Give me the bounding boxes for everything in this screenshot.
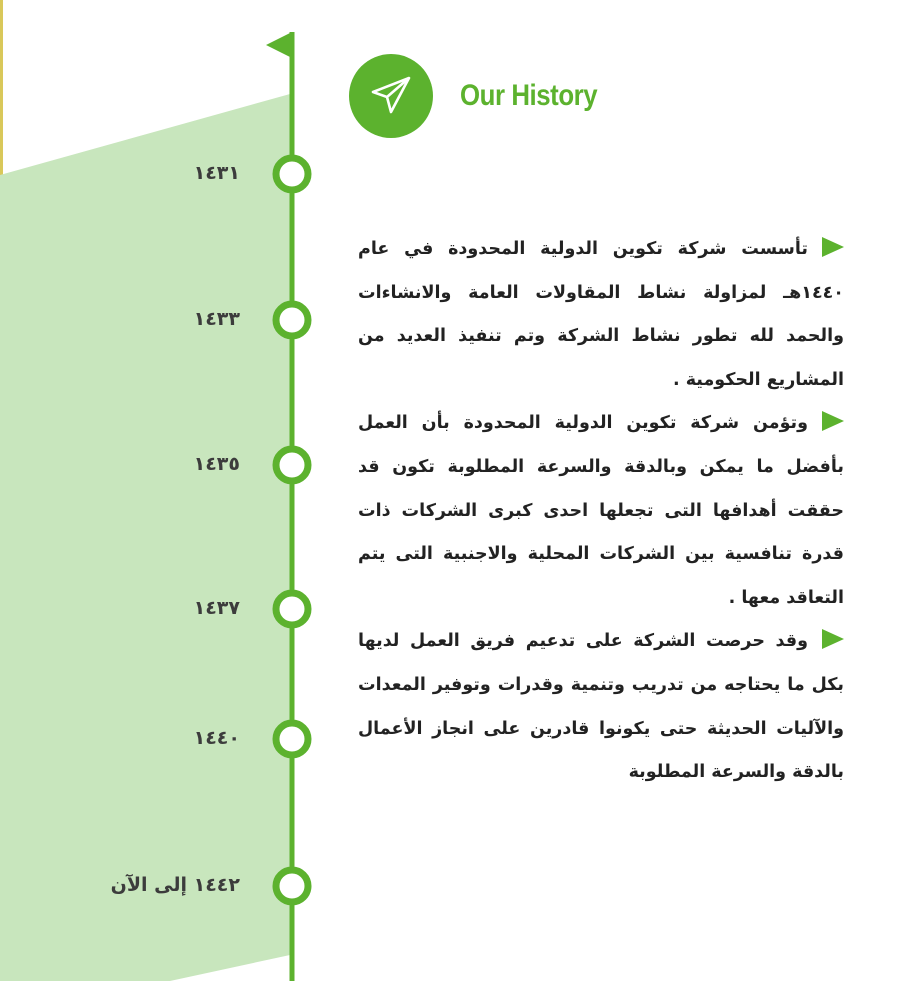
timeline-node-1440 xyxy=(276,723,308,755)
flag-icon xyxy=(266,32,292,58)
year-label: ١٤٣٥ xyxy=(193,453,240,475)
history-text xyxy=(358,228,844,795)
year-label: ١٤٣٧ xyxy=(193,597,240,619)
bullet-arrow-icon xyxy=(822,237,844,257)
bullet-arrow-icon xyxy=(822,411,844,431)
history-paragraph xyxy=(358,228,844,402)
page-title: Our History xyxy=(460,79,598,112)
year-label: ١٤٤٠ xyxy=(193,727,240,749)
bullet-arrow-icon xyxy=(822,629,844,649)
paragraph-text: تأسست شركة تكوين الدولية المحدودة في عام ١٤٤٠هـ لمزاولة نشاط المقاولات العامة والانشاءات والحمد لله تطور نشاط الشركة وتم تنفيذ العديد من المشاريع الحكومية . xyxy=(358,239,844,390)
timeline-node-1435 xyxy=(276,449,308,481)
history-paragraph xyxy=(358,620,844,794)
timeline-node-1431 xyxy=(276,158,308,190)
year-label: ١٤٣١ xyxy=(193,162,240,184)
year-label: ١٤٤٢ إلى الآن xyxy=(110,874,240,896)
timeline-node-1433 xyxy=(276,304,308,336)
timeline-node-1442 xyxy=(276,870,308,902)
year-label: ١٤٣٣ xyxy=(193,308,240,330)
paragraph-text: وتؤمن شركة تكوين الدولية المحدودة بأن العمل بأفضل ما يمكن وبالدقة والسرعة المطلوبة تكون قد حققت أهدافها التى تجعلها احدى كبرى الشركات ذات قدرة تنافسية بين الشركات المحلية والاجنبية التى يتم التعاقد معها . xyxy=(358,413,844,608)
history-paragraph xyxy=(358,402,844,620)
timeline-node-1437 xyxy=(276,593,308,625)
paper-plane-icon xyxy=(369,74,413,118)
title-badge xyxy=(349,54,433,138)
paragraph-text: وقد حرصت الشركة على تدعيم فريق العمل لديها بكل ما يحتاجه من تدريب وتنمية وقدرات وتوفير المعدات والآليات الحديثة حتى يكونوا قادرين على انجاز الأعمال بالدقة والسرعة المطلوبة xyxy=(358,631,844,783)
